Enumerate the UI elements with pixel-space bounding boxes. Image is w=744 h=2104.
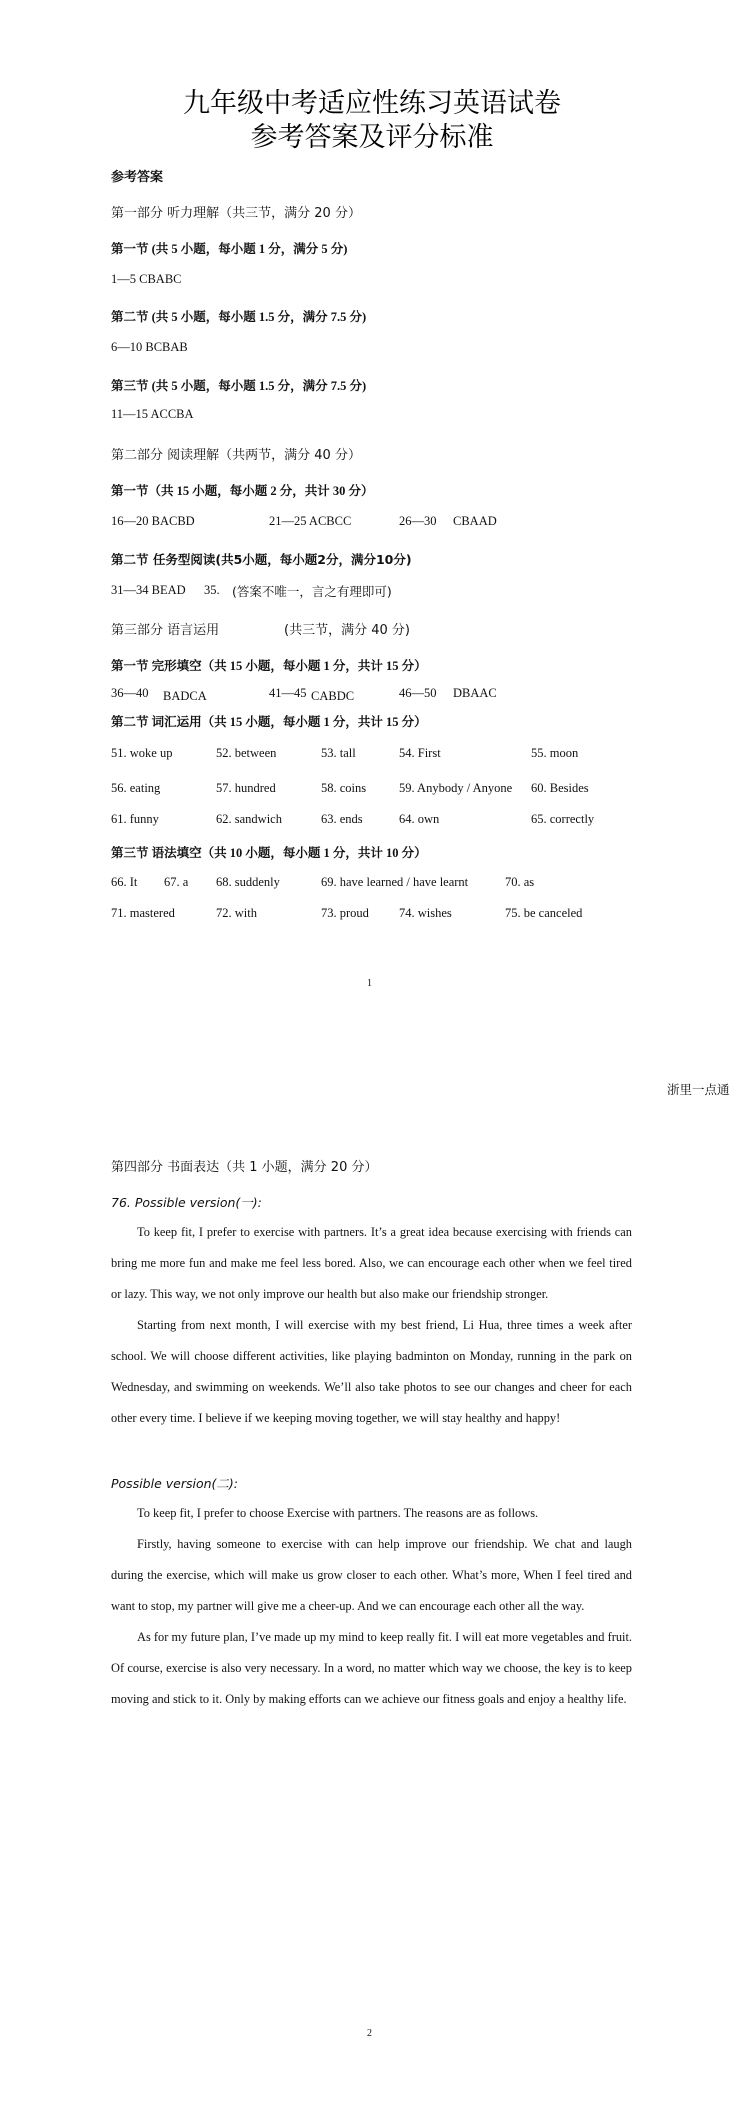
vocab-answer-61: 61. funny: [111, 812, 159, 826]
part3-heading: 第三部分 语言运用: [111, 623, 220, 638]
part2-sec2-answer-2-num: 35.: [204, 583, 220, 597]
grammar-answer-68: 68. suddenly: [216, 875, 280, 889]
grammar-answer-69: 69. have learned / have learnt: [321, 875, 469, 889]
vocab-answer-53: 53. tall: [321, 746, 356, 760]
part3-sec1-range-3: 46—50: [399, 686, 437, 700]
version2-paragraph-2: Firstly, having someone to exercise with can help improve our friendship. We chat and laugh during the exercise, which will make us grow closer to each other. What’s more, When I feel tired and want to stop, my partner will give me a cheer-up. And we can encourage each other all the way.: [111, 1537, 632, 1613]
part3-sec1-heading: 第一节 完形填空（共 15 小题，每小题 1 分，共计 15 分）: [111, 659, 427, 673]
part1-sec1-answers: 1—5 CBABC: [111, 272, 182, 286]
page-number-2: 2: [367, 2028, 372, 2039]
version1-paragraph-2: Starting from next month, I will exercise with my best friend, Li Hua, three times a week after school. We will choose different activities, like playing badminton on Monday, running in the park on Wednesday, and swimming on weekends. We’ll also take photos to see our changes and cheer for each other every time. I believe if we keeping moving together, we will stay healthy and happy!: [111, 1318, 632, 1425]
part2-heading: 第二部分 阅读理解（共两节，满分 40 分）: [111, 448, 361, 463]
watermark-text: 浙里一点通: [667, 1082, 730, 1097]
part3-sec3-heading: 第三节 语法填空（共 10 小题，每小题 1 分，共计 10 分）: [111, 846, 427, 860]
part1-sec1-heading: 第一节 (共 5 小题，每小题 1 分，满分 5 分): [111, 242, 348, 256]
part2-sec1-answer-3: CBAAD: [453, 514, 497, 528]
vocab-answer-54: 54. First: [399, 746, 441, 760]
vocab-answer-63: 63. ends: [321, 812, 363, 826]
vocab-answer-51: 51. woke up: [111, 746, 173, 760]
page-number-1: 1: [367, 978, 372, 989]
version1-paragraph-1: To keep fit, I prefer to exercise with partners. It’s a great idea because exercising with friends can bring me more fun and make me feel less bored. Also, we can encourage each other when we feel tired or lazy. This way, we not only improve our health but also make our friendship stronger.: [111, 1225, 632, 1301]
version2-body: [111, 1498, 632, 1715]
vocab-answer-55: 55. moon: [531, 746, 579, 760]
vocab-answer-57: 57. hundred: [216, 781, 276, 795]
part3-sec1-range-1: 36—40: [111, 686, 149, 700]
grammar-answer-66: 66. It: [111, 875, 138, 889]
version2-label: Possible version(二):: [111, 1476, 239, 1491]
vocab-answer-65: 65. correctly: [531, 812, 595, 826]
vocab-answer-64: 64. own: [399, 812, 440, 826]
version2-paragraph-1: To keep fit, I prefer to choose Exercise with partners. The reasons are as follows.: [137, 1506, 539, 1520]
version1-label: 76. Possible version(一):: [111, 1195, 262, 1210]
grammar-answer-75: 75. be canceled: [505, 906, 583, 920]
vocab-answer-56: 56. eating: [111, 781, 161, 795]
grammar-answer-70: 70. as: [505, 875, 535, 889]
part2-sec1-heading: 第一节（共 15 小题，每小题 2 分，共计 30 分）: [111, 484, 374, 498]
part2-sec1-answer-3-range: 26—30: [399, 514, 437, 528]
part3-heading-score: (共三节，满分 40 分): [284, 623, 410, 638]
part1-heading: 第一部分 听力理解（共三节，满分 20 分）: [111, 206, 361, 221]
part2-sec2-answer-1: 31—34 BEAD: [111, 583, 186, 597]
grammar-answer-72: 72. with: [216, 906, 257, 920]
part2-sec1-answer-1: 16—20 BACBD: [111, 514, 195, 528]
title-line-1: 九年级中考适应性练习英语试卷: [183, 88, 561, 119]
part1-sec3-heading: 第三节 (共 5 小题，每小题 1.5 分，满分 7.5 分): [111, 379, 367, 393]
answer-label: 参考答案: [111, 170, 164, 185]
grammar-answer-67: 67. a: [164, 875, 189, 889]
part3-sec1-answer-2: CABDC: [311, 689, 355, 703]
vocab-answer-62: 62. sandwich: [216, 812, 282, 826]
part3-sec1-answer-1: BADCA: [163, 689, 207, 703]
version2-paragraph-3: As for my future plan, I’ve made up my mind to keep really fit. I will eat more vegetables and fruit. Of course, exercise is also very necessary. In a word, no matter which way we choose, the key is to keep moving and stick to it. Only by making efforts can we achieve our fitness goals and enjoy a healthy life.: [111, 1630, 632, 1706]
part1-sec2-heading: 第二节 (共 5 小题，每小题 1.5 分，满分 7.5 分): [111, 310, 367, 324]
part3-sec1-range-2: 41—45: [269, 686, 307, 700]
vocab-answer-59: 59. Anybody / Anyone: [399, 781, 513, 795]
vocab-answer-52: 52. between: [216, 746, 277, 760]
grammar-answer-71: 71. mastered: [111, 906, 175, 920]
vocab-answer-58: 58. coins: [321, 781, 367, 795]
title-line-2: 参考答案及评分标准: [250, 122, 494, 153]
grammar-answer-74: 74. wishes: [399, 906, 452, 920]
part3-sec1-answer-3: DBAAC: [453, 686, 497, 700]
vocab-answer-60: 60. Besides: [531, 781, 589, 795]
part2-sec1-answer-2: 21—25 ACBCC: [269, 514, 352, 528]
part2-sec2-answer-2: (答案不唯一，言之有理即可): [232, 584, 392, 599]
part3-sec2-heading: 第二节 词汇运用（共 15 小题，每小题 1 分，共计 15 分）: [111, 715, 427, 729]
part4-heading: 第四部分 书面表达（共 1 小题，满分 20 分）: [111, 1160, 378, 1175]
grammar-answer-73: 73. proud: [321, 906, 369, 920]
version1-body: [111, 1217, 632, 1434]
part1-sec3-answers: 11—15 ACCBA: [111, 407, 194, 421]
part1-sec2-answers: 6—10 BCBAB: [111, 340, 188, 354]
part2-sec2-heading: 第二节 任务型阅读(共5小题，每小题2分，满分10分): [111, 552, 412, 567]
